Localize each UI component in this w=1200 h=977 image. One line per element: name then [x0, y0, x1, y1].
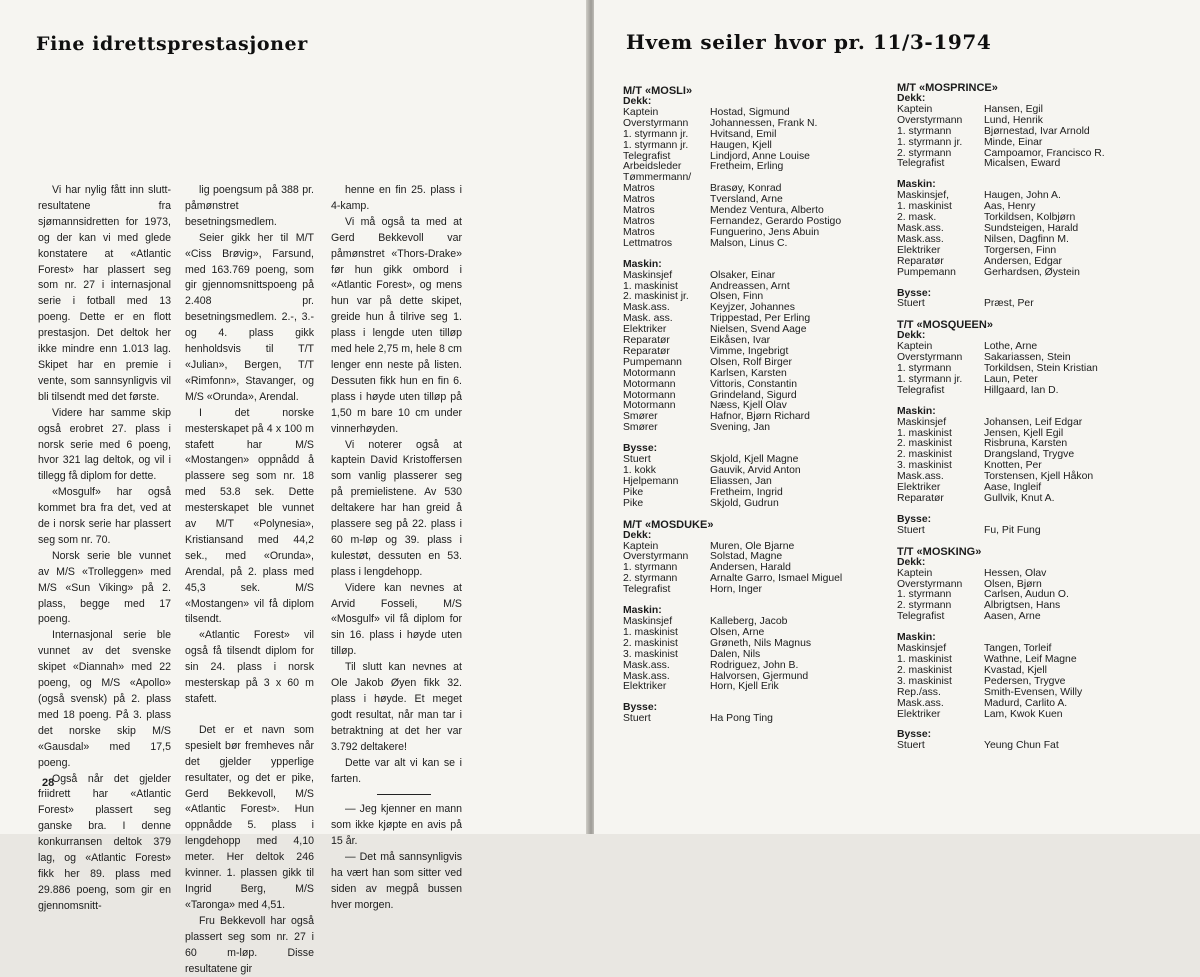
crew-rank: Arbeidsleder: [623, 161, 682, 173]
crew-rank: Kaptein: [897, 567, 933, 579]
ship-name: T/T «MOSQUEEN»: [897, 319, 993, 332]
dept-spacer: [623, 693, 885, 703]
crew-name: Dalen, Nils: [710, 648, 761, 660]
crew-rank: 2. maskinist: [897, 449, 952, 461]
crew-name: Pedersen, Trygve: [984, 675, 1066, 687]
crew-rank: 1. styrmann jr.: [623, 128, 689, 140]
crew-name: Rodriguez, John B.: [710, 659, 799, 671]
crew-rank: 1. maskinist: [623, 280, 678, 292]
crew-row: [897, 710, 1159, 721]
crew-rank: Stuert: [897, 740, 925, 752]
crew-rank: Matros: [623, 194, 655, 206]
crew-name: Drangsland, Trygve: [984, 449, 1075, 461]
ship-block: [897, 83, 1159, 310]
crew-name: Torkildsen, Kolbjørn: [984, 212, 1076, 224]
crew-name: Vittoris, Constantin: [710, 378, 798, 390]
ship-name: M/T «MOSDUKE»: [623, 518, 714, 531]
crew-row: [897, 138, 1159, 149]
dept-spacer: [897, 279, 1159, 289]
article-column-1: [38, 183, 171, 915]
crew-rank: 1. styrmann: [623, 562, 678, 574]
crew-row: [623, 380, 885, 391]
article-paragraph: lig poengsum på 388 pr. påmønstret besetningsmedlem.: [185, 184, 314, 228]
crew-name: Sakariassen, Stein: [984, 352, 1071, 364]
crew-row: [623, 714, 885, 725]
crew-rank: Overstyrmann: [897, 352, 963, 364]
crew-name: Gullvik, Knut A.: [984, 493, 1055, 504]
dept-spacer: [897, 720, 1159, 730]
department-heading: Dekk:: [623, 529, 652, 541]
article-title: Fine idrettsprestasjoner: [36, 33, 308, 55]
article-paragraph: Vi har nylig fått inn slutt-resultatene fra sjømannsidretten for 1973, og der kan vi med glede konstatere at «Atlantic Forest» har plassert seg som nr. 27 i internasjonal serie i fotball med 13 poeng. Dette er en flott prestasjon. Det deltok her ikke mindre enn 1.013 lag. Skipet har en premie i vente, som sannsynligvis vil bli tilsendt med det første.: [38, 184, 171, 403]
department-heading: Bysse:: [897, 729, 932, 741]
crew-name: Knotten, Per: [984, 460, 1042, 472]
article-paragraph: I det norske mesterskapet på 4 x 100 m stafett har M/S «Mostangen» oppnådd å plassere seg som nr. 18 med 53.8 sek. Dette mesterskapet ble vunnet av M/T «Polynesia», Kristiansand med 44,2 sek., med «Orunda», Arendal, på 2. plass med 45,3 sek. M/S «Mostangen» vil få diplom tilsendt.: [185, 406, 314, 626]
crew-rank: Reparatør: [623, 335, 670, 347]
separator-rule: [377, 794, 431, 795]
crew-row: [897, 741, 1159, 752]
crew-rank: 2. styrmann: [897, 147, 952, 159]
crew-rank: Telegrafist: [897, 384, 945, 396]
crew-rank: Matros: [623, 215, 655, 227]
crew-rank: Hjelpemann: [623, 475, 679, 487]
crew-rank: 1. maskinist: [897, 201, 952, 213]
article-paragraph: Dette var alt vi kan se i farten.: [331, 756, 462, 785]
joke-paragraph: — Jeg kjenner en mann som ikke kjøpte en avis på 15 år.: [331, 803, 462, 848]
article-paragraph: henne en fin 25. plass i 4-kamp.: [331, 184, 462, 212]
crew-rank: 1. kokk: [623, 465, 656, 476]
crew-rank: Reparatør: [897, 493, 944, 504]
crew-rank: Mask.ass.: [623, 302, 670, 314]
crew-name: Micalsen, Eward: [984, 158, 1061, 170]
crew-name: Hostad, Sigmund: [710, 106, 790, 118]
department-heading: Dekk:: [897, 93, 926, 104]
dept-spacer: [623, 250, 885, 260]
article-paragraph: Til slutt kan nevnes at Ole Jakob Øyen fikk 32. plass i høyde. Et meget godt resultat, når man tar i betraktning at det her var 3.792 deltakere!: [331, 661, 462, 753]
crew-column-left: [623, 86, 885, 725]
crew-name: Kvastad, Kjell: [984, 664, 1047, 676]
crew-name: Arnalte Garro, Ismael Miguel: [710, 573, 843, 585]
crew-name: Skjold, Gudrun: [710, 497, 779, 509]
crew-rank: 1. styrmann: [897, 363, 952, 375]
crew-name: Eikåsen, Ivar: [710, 335, 771, 347]
crew-rank: 2. styrmann: [623, 573, 678, 585]
dept-spacer: [897, 397, 1159, 407]
crew-name: Torstensen, Kjell Håkon: [984, 471, 1094, 483]
crew-rank: 1. styrmann: [897, 589, 952, 601]
crew-name: Aase, Ingleif: [984, 482, 1042, 494]
crew-name: Skjold, Kjell Magne: [710, 454, 799, 466]
crew-name: Olsen, Rolf Birger: [710, 356, 792, 368]
crew-rank: 2. styrmann: [897, 600, 952, 612]
crew-name: Horn, Kjell Erik: [710, 681, 779, 693]
crew-row: [897, 386, 1159, 397]
ship-block: [897, 320, 1159, 536]
crew-name: Muren, Ole Bjarne: [710, 540, 795, 552]
crew-name: Grindeland, Sigurd: [710, 389, 797, 401]
crew-rank: 1. styrmann jr.: [897, 136, 963, 148]
crew-name: Hansen, Egil: [984, 103, 1043, 115]
crew-rank: Kaptein: [897, 103, 933, 115]
crew-rank: 1. styrmann jr.: [623, 139, 689, 151]
crew-row: [623, 585, 885, 596]
crew-name: Hessen, Olav: [984, 567, 1047, 579]
crew-row: [897, 159, 1159, 170]
crew-rank: Telegrafist: [897, 611, 945, 623]
crew-rank: 3. maskinist: [897, 675, 952, 687]
crew-row: [897, 127, 1159, 138]
crew-rank: Elektriker: [623, 324, 667, 336]
crew-name: Hvitsand, Emil: [710, 128, 777, 140]
crew-name: Fu, Pit Fung: [984, 524, 1041, 536]
crew-rank: 2. maskinist: [897, 438, 952, 450]
crew-name: Andersen, Harald: [710, 562, 791, 574]
crew-rank: Pike: [623, 486, 644, 498]
crew-name: Albrigtsen, Hans: [984, 600, 1061, 612]
crew-rank: Overstyrmann: [897, 114, 963, 126]
crew-row: [897, 612, 1159, 623]
crew-name: Lund, Henrik: [984, 114, 1043, 126]
crew-row: [623, 141, 885, 152]
ship-name: M/T «MOSPRINCE»: [897, 82, 998, 94]
crew-name: Smith-Evensen, Willy: [984, 686, 1083, 698]
crew-list-title: Hvem seiler hvor pr. 11/3-1974: [626, 30, 992, 54]
crew-name: Olsen, Finn: [710, 291, 764, 303]
crew-rank: Overstyrmann: [897, 578, 963, 590]
crew-rank: 1. styrmann jr.: [897, 373, 963, 385]
crew-name: Nilsen, Dagfinn M.: [984, 233, 1069, 245]
crew-name: Horn, Inger: [710, 584, 762, 596]
ship-name: T/T «MOSKING»: [897, 545, 982, 558]
dept-spacer: [897, 623, 1159, 633]
crew-row: [897, 688, 1159, 699]
department-heading: Maskin:: [623, 605, 662, 617]
crew-rank: Telegrafist: [897, 158, 945, 170]
department-heading: Bysse:: [897, 513, 932, 525]
crew-name: Svening, Jan: [710, 422, 771, 434]
article-paragraph: «Atlantic Forest» vil også få tilsendt diplom for sin 24. plass i norsk mesterskap på 3 x 60 m stafett.: [185, 629, 314, 705]
department-heading: Bysse:: [623, 702, 658, 714]
crew-rank: Tømmermann/: [623, 172, 692, 184]
crew-name: Olsen, Bjørn: [984, 578, 1042, 590]
crew-name: Nielsen, Svend Aage: [710, 324, 807, 336]
department-heading: Bysse:: [623, 443, 658, 455]
crew-name: Halvorsen, Gjermund: [710, 670, 809, 682]
crew-name: Ha Pong Ting: [710, 713, 773, 725]
crew-name: Andersen, Edgar: [984, 255, 1062, 267]
crew-name: Præst, Per: [984, 298, 1034, 310]
crew-name: Gauvik, Arvid Anton: [710, 465, 801, 476]
article-column-2: [185, 183, 314, 977]
ship-block: [623, 86, 885, 510]
article-paragraph: [185, 708, 314, 723]
department-heading: Maskin:: [897, 405, 936, 417]
crew-name: Eliassen, Jan: [710, 475, 772, 487]
crew-name: Gerhardsen, Øystein: [984, 266, 1080, 278]
crew-name: Karlsen, Karsten: [710, 367, 787, 379]
crew-rank: Kaptein: [623, 540, 659, 552]
department-heading: Bysse:: [897, 287, 932, 299]
crew-name: Minde, Einar: [984, 136, 1043, 148]
crew-rank: Kaptein: [897, 341, 933, 353]
crew-row: [897, 569, 1159, 580]
crew-column-right: [897, 83, 1159, 752]
crew-rank: Maskinsjef,: [897, 190, 949, 202]
crew-rank: Mask.ass.: [623, 659, 670, 671]
crew-rank: Motormann: [623, 400, 676, 412]
crew-rank: Stuert: [623, 454, 651, 466]
crew-rank: Overstyrmann: [623, 117, 689, 129]
crew-rank: Matros: [623, 226, 655, 238]
crew-row: [897, 494, 1159, 505]
crew-name: Vimme, Ingebrigt: [710, 345, 789, 357]
crew-rank: Matros: [623, 205, 655, 217]
crew-rank: 1. maskinist: [897, 653, 952, 665]
ship-block: [897, 547, 1159, 753]
crew-name: Madurd, Carlito A.: [984, 697, 1068, 709]
crew-row: [897, 526, 1159, 537]
crew-rank: Mask.ass.: [897, 471, 944, 483]
crew-row: [623, 271, 885, 282]
crew-row: [897, 268, 1159, 279]
crew-name: Næss, Kjell Olav: [710, 400, 787, 412]
crew-rank: Mask.ass.: [897, 222, 944, 234]
dept-spacer: [623, 434, 885, 444]
crew-row: [897, 257, 1159, 268]
crew-name: Lothe, Arne: [984, 341, 1038, 353]
crew-rank: 2. maskinist: [897, 664, 952, 676]
crew-row: [897, 699, 1159, 710]
crew-rank: Matros: [623, 183, 655, 195]
crew-rank: Maskinsjef: [897, 643, 947, 655]
crew-rank: Pumpemann: [897, 266, 956, 278]
ship-name: M/T «MOSLI»: [623, 85, 693, 97]
crew-rank: 2. maskinist: [623, 637, 678, 649]
crew-rank: Lettmatros: [623, 237, 673, 249]
crew-name: Solstad, Magne: [710, 551, 783, 563]
crew-rank: Reparatør: [897, 255, 944, 267]
crew-name: Brasøy, Konrad: [710, 183, 782, 195]
crew-name: Risbruna, Karsten: [984, 438, 1068, 450]
crew-name: Sundsteigen, Harald: [984, 222, 1079, 234]
article-paragraph: Vi noterer også at kaptein David Kristoffersen som vanlig plasserer seg på premielistene. Av 530 deltakere har han greid å plassere seg på 22. plass i 60 m-løp og 39. plass i kulestøt, dessuten en 53. plass i lengdehopp.: [331, 438, 462, 578]
crew-name: Torkildsen, Stein Kristian: [984, 363, 1098, 375]
crew-rank: Rep./ass.: [897, 686, 941, 698]
crew-row: [623, 682, 885, 693]
crew-name: Haugen, John A.: [984, 190, 1061, 202]
crew-rank: 2. mask.: [897, 212, 937, 224]
article-paragraph: Seier gikk her til M/T «Ciss Brøvig», Farsund, med 163.769 poeng, som gir gjennomsnittspoeng på 2.408 pr. besetningsmedlem. 2.-, 3.- og 4. plass gikk henholdsvis til T/T «Julian», Bergen, T/T «Rimfonn», Stavanger, og M/S «Orunda», Arendal.: [185, 231, 314, 403]
department-heading: Maskin:: [623, 258, 662, 270]
crew-name: Aasen, Arne: [984, 611, 1041, 623]
crew-name: Tangen, Torleif: [984, 643, 1052, 655]
crew-name: Tversland, Arne: [710, 194, 783, 206]
crew-rank: Kaptein: [623, 106, 659, 118]
dept-spacer: [897, 505, 1159, 515]
department-heading: Dekk:: [897, 556, 926, 568]
crew-rank: Elektriker: [623, 681, 667, 693]
article-paragraph: Det er et navn som spesielt bør fremheves når det gjelder ypperlige resultater, og det er pike, Gerd Bekkevoll, M/S «Atlantic Forest». Hun oppnådde 5. plass i lengdehopp med 4,10 meter. Her deltok 246 kvinner. 1. plassen gikk til Ingrid Berg, M/S «Taronga» med 4,51.: [185, 723, 314, 911]
crew-rank: Mask.ass.: [897, 233, 944, 245]
crew-row: [623, 650, 885, 661]
crew-name: Torgersen, Finn: [984, 244, 1057, 256]
crew-rank: Motormann: [623, 367, 676, 379]
crew-name: Funguerino, Jens Abuin: [710, 226, 820, 238]
crew-rank: Motormann: [623, 389, 676, 401]
crew-row: [897, 418, 1159, 429]
crew-rank: Elektriker: [897, 708, 941, 720]
crew-name: Keyjzer, Johannes: [710, 302, 795, 314]
article-column-3: [331, 183, 462, 914]
crew-name: Campoamor, Francisco R.: [984, 147, 1105, 159]
dept-spacer: [623, 596, 885, 606]
article-paragraph: «Mosgulf» har også kommet bra fra det, ved at de i norsk serie har plassert seg som nr. 70.: [38, 486, 171, 546]
article-paragraph: Internasjonal serie ble vunnet av det svenske skipet «Diannah» med 22 poeng, og M/S «Apollo» (også svensk) på 2. plass med 18 poeng. På 3. plass det norske skip M/S «Gausdal» med 17,5 poeng.: [38, 629, 171, 769]
crew-rank: Stuert: [623, 713, 651, 725]
article-paragraph: Fru Bekkevoll har også plassert seg som nr. 27 i 60 m-løp. Disse resultatene gir: [185, 914, 314, 975]
crew-name: Trippestad, Per Erling: [710, 313, 811, 325]
crew-rank: Telegrafist: [623, 584, 671, 596]
crew-row: [623, 130, 885, 141]
crew-name: Hafnor, Bjørn Richard: [710, 411, 810, 423]
crew-rank: Smører: [623, 411, 658, 423]
crew-rank: 1. maskinist: [897, 427, 952, 439]
crew-name: Yeung Chun Fat: [984, 740, 1059, 752]
crew-rank: Elektriker: [897, 244, 941, 256]
department-heading: Maskin:: [897, 632, 936, 644]
crew-name: Kalleberg, Jacob: [710, 615, 788, 627]
crew-rank: Telegrafist: [623, 150, 671, 162]
crew-name: Bjørnestad, Ivar Arnold: [984, 125, 1090, 137]
crew-name: Laun, Peter: [984, 373, 1038, 385]
department-heading: Maskin:: [897, 179, 936, 191]
joke-paragraph: — Det må sannsynligvis ha vært han som sitter ved siden av megpå bussen hver morgen.: [331, 851, 462, 911]
dept-spacer: [897, 170, 1159, 180]
crew-name: Olsen, Arne: [710, 626, 765, 638]
crew-name: Grøneth, Nils Magnus: [710, 637, 812, 649]
crew-name: Andreassen, Arnt: [710, 280, 790, 292]
crew-rank: Maskinsjef: [897, 416, 947, 428]
ship-block: [623, 520, 885, 726]
crew-rank: Stuert: [897, 524, 925, 536]
crew-name: Olsaker, Einar: [710, 269, 776, 281]
department-heading: Dekk:: [897, 330, 926, 342]
crew-rank: 1. maskinist: [623, 626, 678, 638]
crew-name: Lam, Kwok Kuen: [984, 708, 1063, 720]
crew-rank: Mask.ass.: [623, 670, 670, 682]
article-paragraph: Norsk serie ble vunnet av M/S «Trolleggen» med M/S «Sun Viking» på 2. plass, begge med 17 poeng.: [38, 549, 171, 626]
crew-name: Haugen, Kjell: [710, 139, 772, 151]
crew-name: Malson, Linus C.: [710, 237, 788, 249]
article-paragraph: Videre har samme skip også erobret 27. plass i norsk serie med 6 poeng, hvor 321 lag deltok, og vil i tillegg få diplom for dette.: [38, 406, 171, 483]
crew-name: Jensen, Kjell Egil: [984, 427, 1064, 439]
crew-rank: Motormann: [623, 378, 676, 390]
crew-row: [623, 239, 885, 250]
crew-rank: Mask.ass.: [897, 697, 944, 709]
crew-name: Mendez Ventura, Alberto: [710, 205, 824, 217]
crew-rank: Mask. ass.: [623, 313, 673, 325]
crew-name: Johannessen, Frank N.: [710, 117, 818, 129]
right-page: [594, 0, 1200, 834]
crew-name: Johansen, Leif Edgar: [984, 416, 1083, 428]
crew-name: Hillgaard, Ian D.: [984, 384, 1059, 396]
crew-rank: Smører: [623, 422, 658, 434]
department-heading: Dekk:: [623, 96, 652, 107]
crew-rank: Maskinsjef: [623, 615, 673, 627]
crew-name: Wathne, Leif Magne: [984, 653, 1077, 665]
crew-rank: 2. maskinist jr.: [623, 291, 689, 303]
crew-rank: Elektriker: [897, 482, 941, 494]
article-paragraph: Vi må også ta med at Gerd Bekkevoll var påmønstret «Thors-Drake» før hun gikk ombord i «Atlantic Forest», og mens hun var på dette skipet, greide hun å tilrive seg 1. plass i lengde uten tilløp med hele 2,75 m, hele 8 cm lenger enn neste på listen. Dessuten fikk hun en fin 6. plass i høyde uten tilløp på 1,50 m bare 10 cm under vinnerhøyden.: [331, 215, 462, 435]
crew-name: Fernandez, Gerardo Postigo: [710, 215, 842, 227]
crew-rank: 3. maskinist: [897, 460, 952, 472]
page-number: 28: [42, 777, 55, 789]
crew-rank: 1. styrmann: [897, 125, 952, 137]
article-paragraph: Videre kan nevnes at Arvid Fosseli, M/S «Mosgulf» vil få diplom for sin 16. plass i høyde uten tilløp.: [331, 581, 462, 658]
crew-rank: Overstyrmann: [623, 551, 689, 563]
crew-row: [623, 423, 885, 434]
article-paragraph: Også når det gjelder friidrett har «Atlantic Forest» plassert seg ganske bra. I denne konkurransen deltok 379 lag, og «Atlantic Forest» fikk her 89. plass med 29.886 poeng, som gir en gjennomsnitt-: [38, 772, 171, 912]
crew-name: Lindjord, Anne Louise: [710, 150, 810, 162]
crew-name: Carlsen, Audun O.: [984, 589, 1069, 601]
crew-row: [897, 299, 1159, 310]
crew-name: Fretheim, Erling: [710, 161, 784, 173]
crew-name: Aas, Henry: [984, 201, 1036, 213]
crew-rank: 3. maskinist: [623, 648, 678, 660]
crew-rank: Reparatør: [623, 345, 670, 357]
left-page: [0, 0, 588, 975]
crew-rank: Stuert: [897, 298, 925, 310]
crew-name: Fretheim, Ingrid: [710, 486, 783, 498]
crew-rank: Maskinsjef: [623, 269, 673, 281]
crew-row: [623, 499, 885, 510]
crew-row: [623, 661, 885, 672]
crew-rank: Pike: [623, 497, 644, 509]
crew-rank: Pumpemann: [623, 356, 682, 368]
